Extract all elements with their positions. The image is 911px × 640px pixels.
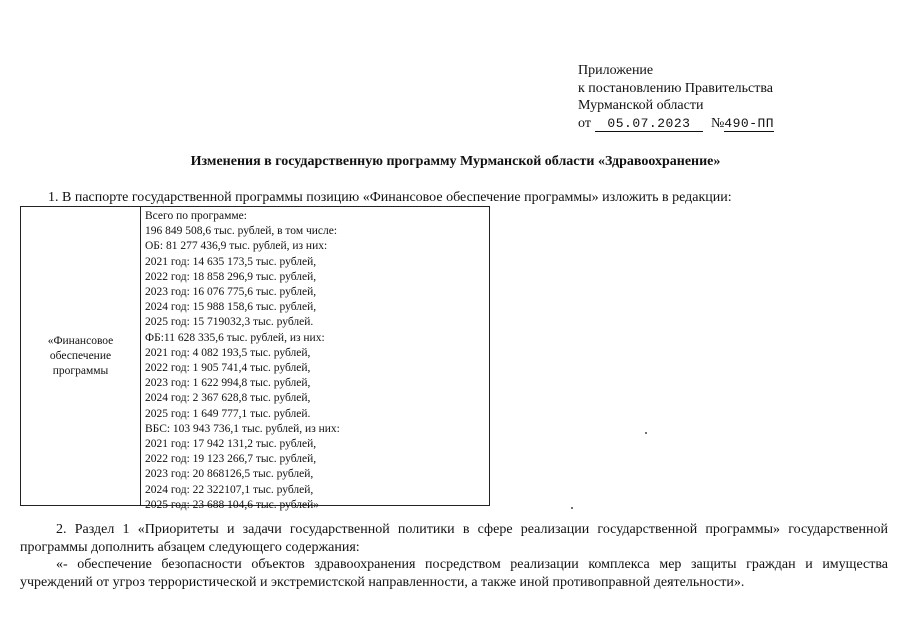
left-cell-line: обеспечение xyxy=(49,349,112,362)
table-row: 2022 год: 19 123 266,7 тыс. рублей, xyxy=(145,453,317,466)
table-row: 2023 год: 1 622 994,8 тыс. рублей, xyxy=(145,377,311,390)
table-row: 2024 год: 15 988 158,6 тыс. рублей, xyxy=(145,301,317,314)
table-right-cell xyxy=(141,207,489,511)
appendix-date-line xyxy=(578,115,774,133)
scan-speck xyxy=(571,507,573,509)
table-row: 2025 год: 15 719032,3 тыс. рублей. xyxy=(145,316,314,329)
table-row: 2021 год: 17 942 131,2 тыс. рублей, xyxy=(145,438,317,451)
table-row: 2025 год: 23 688 104,6 тыс. рублей» xyxy=(145,498,320,511)
table-row: ВБС: 103 943 736,1 тыс. рублей, из них: xyxy=(145,422,340,435)
table-row: 2025 год: 1 649 777,1 тыс. рублей. xyxy=(145,407,311,420)
left-cell-line: программы xyxy=(52,364,109,377)
table-row: 2022 год: 1 905 741,4 тыс. рублей, xyxy=(145,362,311,375)
document-title: Изменения в государственную программу Мурманской области «Здравоохранение» xyxy=(190,154,721,169)
date-value: 05.07.2023 xyxy=(595,117,703,132)
scan-speck xyxy=(645,432,647,434)
table-row: Всего по программе: xyxy=(145,210,247,222)
table-row: 2024 год: 22 322107,1 тыс. рублей, xyxy=(145,483,314,496)
appendix-line-1: Приложение xyxy=(578,63,654,78)
table-row: 2021 год: 4 082 193,5 тыс. рублей, xyxy=(145,346,311,359)
paragraph-3: «- обеспечение безопасности объектов здравоохранения посредством реализации комплекса мер защиты граждан и имущества учреждений от угроз террористической и экстремистской направленности, а также иной противоправной деятельности». xyxy=(20,557,888,590)
number-value: 490-ПП xyxy=(724,115,775,131)
appendix-line-2: к постановлению Правительства xyxy=(578,80,774,96)
number-prefix: № xyxy=(710,115,725,131)
date-prefix: от xyxy=(578,115,591,131)
table-row: 196 849 508,6 тыс. рублей, в том числе: xyxy=(145,225,338,238)
table-row: ФБ:11 628 335,6 тыс. рублей, из них: xyxy=(145,331,325,344)
appendix-line-3: Мурманской области xyxy=(578,98,704,113)
table-row: 2022 год: 18 858 296,9 тыс. рублей, xyxy=(145,270,317,283)
appendix-block xyxy=(578,62,774,132)
table-row: 2023 год: 20 868126,5 тыс. рублей, xyxy=(145,468,314,481)
table-row: 2023 год: 16 076 775,6 тыс. рублей, xyxy=(145,286,317,299)
financing-table xyxy=(20,206,490,511)
table-row: ОБ: 81 277 436,9 тыс. рублей, из них: xyxy=(145,240,328,253)
table-left-cell xyxy=(21,207,141,505)
paragraph-1: 1. В паспорте государственной программы позицию «Финансовое обеспечение программы» изложить в редакции: xyxy=(48,190,732,205)
paragraph-2: 2. Раздел 1 «Приоритеты и задачи государственной политики в сфере реализации государственной программы» государственной программы дополнить абзацем следующего содержания: xyxy=(20,522,888,555)
left-cell-line: «Финансовое xyxy=(47,334,114,347)
table-row: 2024 год: 2 367 628,8 тыс. рублей, xyxy=(145,392,311,405)
table-row: 2021 год: 14 635 173,5 тыс. рублей, xyxy=(145,255,317,268)
